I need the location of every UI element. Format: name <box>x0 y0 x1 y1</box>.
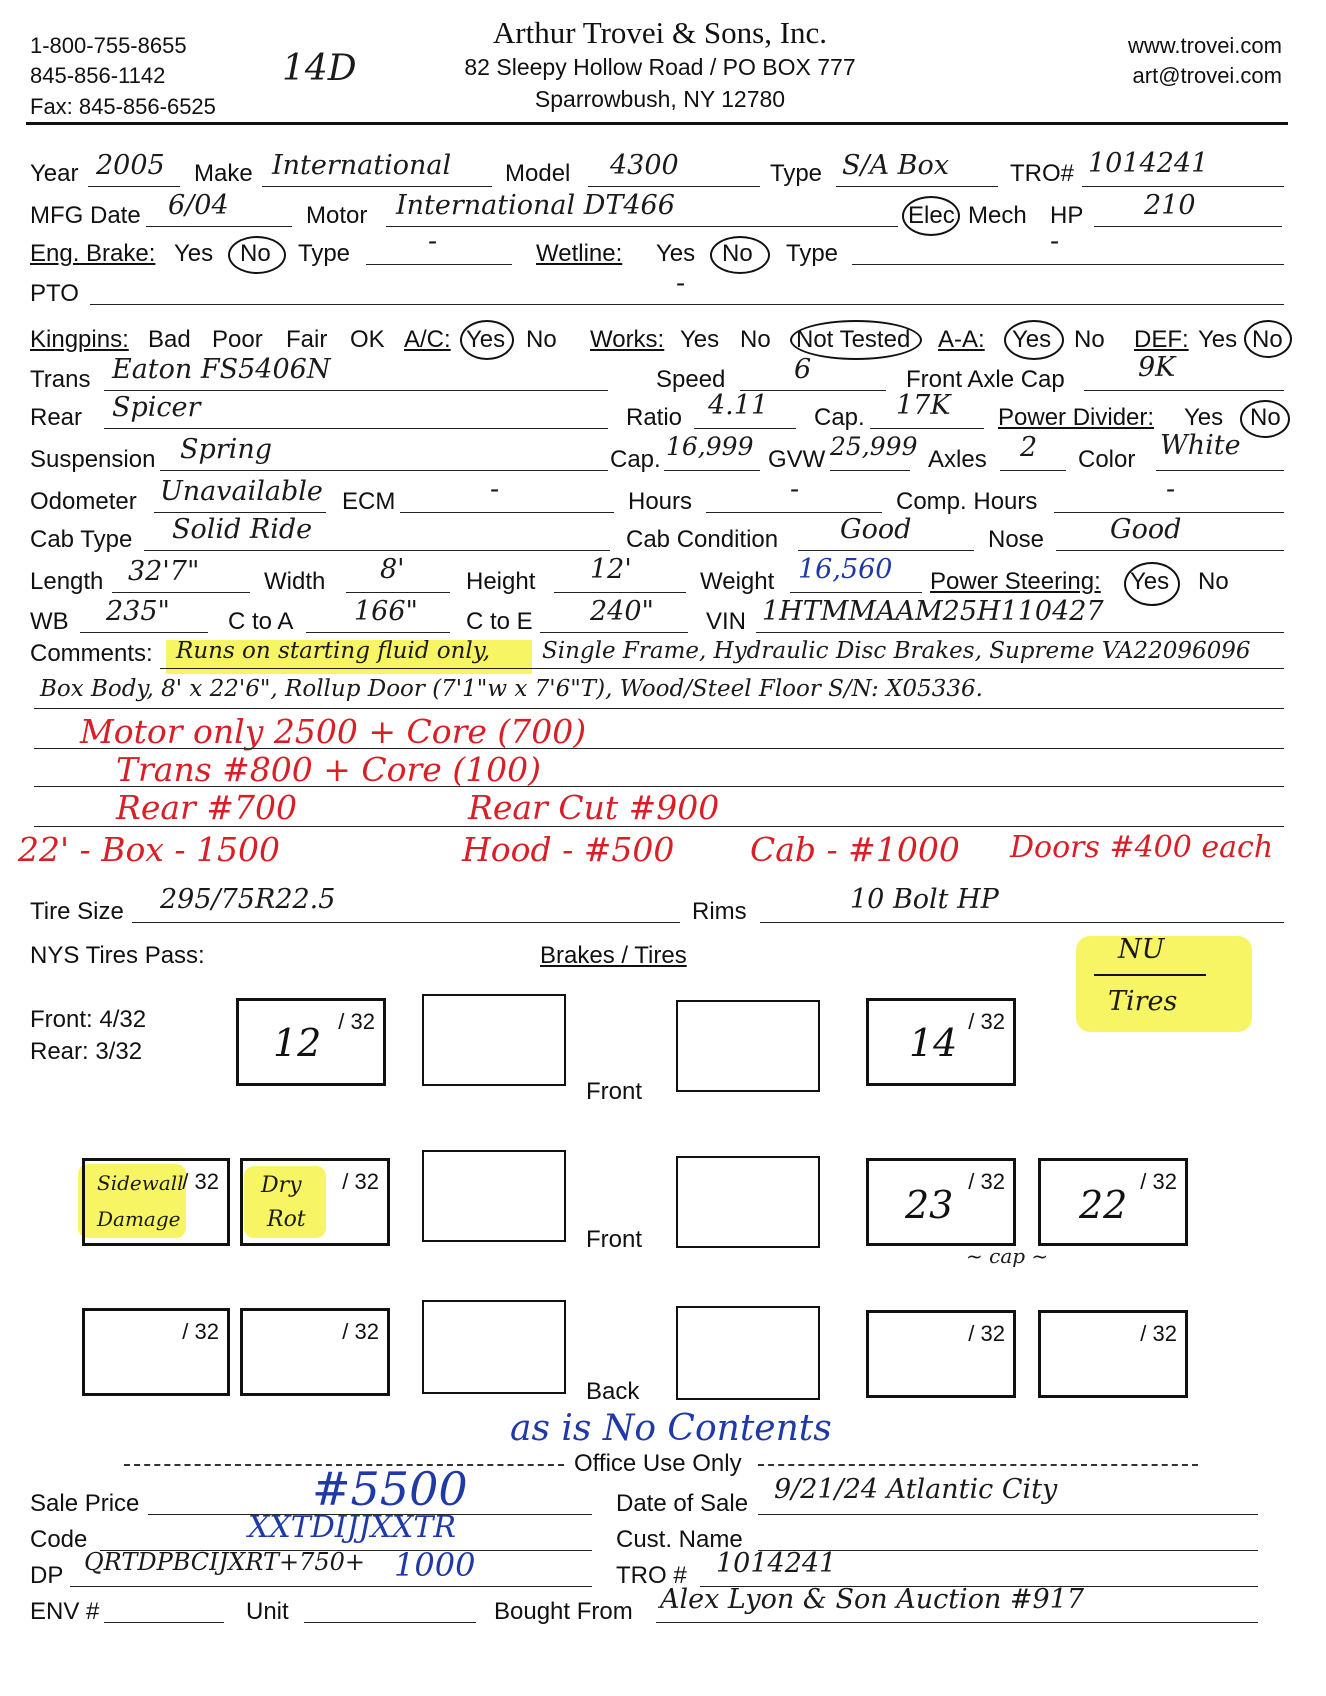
cab-type-label: Cab Type <box>30 526 133 553</box>
ratio-value: 4.11 <box>708 390 769 421</box>
speed-value: 6 <box>794 354 812 385</box>
tire-note: Rot <box>267 1207 306 1232</box>
front-axle-cap-label: Front Axle Cap <box>906 366 1065 393</box>
red-note-trans: Trans #800 + Core (100) <box>116 750 542 789</box>
susp-cap-label: Cap. <box>610 446 661 473</box>
comment-rule-5 <box>34 826 1284 827</box>
works-label: Works: <box>590 326 665 353</box>
comment-line-2: Box Body, 8' x 22'6", Rollup Door (7'1"w x 7'6"T), Wood/Steel Floor S/N: X05336. <box>40 676 983 702</box>
comments-label: Comments: <box>30 640 153 667</box>
cab-condition-label: Cab Condition <box>626 526 779 553</box>
env-label: ENV # <box>30 1598 100 1625</box>
ratio-label: Ratio <box>626 404 683 431</box>
ecm-value: - <box>490 474 500 505</box>
works-yes: Yes <box>680 326 720 353</box>
nys-tires-label: NYS Tires Pass: <box>30 942 205 969</box>
tire-box-mid-1[interactable] <box>82 1158 230 1246</box>
motor-value: International DT466 <box>396 190 675 221</box>
comment-rule-3 <box>34 748 1284 749</box>
kingpins-fair: Fair <box>286 326 328 353</box>
pto-value: - <box>676 268 686 299</box>
kingpins-bad: Bad <box>148 326 191 353</box>
tire-box-front-right[interactable] <box>866 998 1016 1086</box>
length-label: Length <box>30 568 104 595</box>
cab-condition-value: Good <box>840 514 912 545</box>
wetline-type-line <box>852 264 1284 265</box>
odometer-line <box>154 512 326 513</box>
fax: Fax: 845-856-6525 <box>30 94 216 119</box>
nose-label: Nose <box>988 526 1045 553</box>
suspension-line <box>160 470 608 471</box>
code-label: Code <box>30 1526 88 1553</box>
c-to-a-line <box>306 632 450 633</box>
c-to-e-line <box>540 632 688 633</box>
odometer-label: Odometer <box>30 488 137 515</box>
per-32: / 32 <box>968 1009 1005 1034</box>
ac-label: A/C: <box>404 326 451 353</box>
make-label: Make <box>194 160 253 187</box>
odometer-value: Unavailable <box>160 476 323 507</box>
address-line-1: 82 Sleepy Hollow Road / PO BOX 777 <box>464 54 856 80</box>
eng-brake-no: No <box>240 240 271 267</box>
office-use-label: Office Use Only <box>574 1450 742 1477</box>
tire-box-back-2[interactable] <box>240 1308 390 1396</box>
front-axle-label-2: Front <box>586 1226 643 1253</box>
front-axle-cap-value: 9K <box>1138 352 1176 383</box>
vin-value: 1HTMMAAM25H110427 <box>762 596 1104 627</box>
tire-size-value: 295/75R22.5 <box>160 884 336 915</box>
type-value: S/A Box <box>842 150 949 181</box>
env-line <box>104 1622 224 1623</box>
vin-label: VIN <box>706 608 747 635</box>
motor-label: Motor <box>306 202 368 229</box>
aa-no: No <box>1074 326 1105 353</box>
tro-hash-label: TRO # <box>616 1562 687 1589</box>
red-note-motor: Motor only 2500 + Core (700) <box>80 712 587 751</box>
hours-line <box>706 512 882 513</box>
rear-value: Spicer <box>112 392 201 423</box>
weight-line <box>790 592 922 593</box>
eng-brake-type-value: - <box>428 226 438 257</box>
axles-value: 2 <box>1020 432 1038 463</box>
front-spec: Front: 4/32 <box>30 1006 147 1033</box>
per-32: / 32 <box>968 1169 1005 1194</box>
address-line-2: Sparrowbush, NY 12780 <box>534 86 786 112</box>
tire-box-back-1[interactable] <box>82 1308 230 1396</box>
brake-box-front-left[interactable] <box>422 994 566 1086</box>
mfg-date-label: MFG Date <box>30 202 141 229</box>
type-label: Type <box>770 160 823 187</box>
phone-2: 845-856-1142 <box>30 63 166 88</box>
dp-line <box>70 1586 592 1587</box>
front-axle-label-1: Front <box>586 1078 643 1105</box>
width-line <box>346 592 450 593</box>
cab-type-value: Solid Ride <box>172 514 313 545</box>
bought-from-label: Bought From <box>494 1598 633 1625</box>
cab-type-line <box>144 550 610 551</box>
unit-line <box>304 1622 476 1623</box>
aa-yes: Yes <box>1012 326 1052 353</box>
hours-value: - <box>790 474 800 505</box>
cust-name-label: Cust. Name <box>616 1526 743 1553</box>
per-32: / 32 <box>182 1319 219 1344</box>
eng-brake-yes: Yes <box>174 240 214 267</box>
brake-box-back-right[interactable] <box>676 1306 820 1400</box>
hp-label: HP <box>1050 202 1084 229</box>
eng-brake-type-label: Type <box>298 240 351 267</box>
susp-cap-value: 16,999 <box>666 432 754 461</box>
nose-line <box>1056 550 1284 551</box>
rear-line <box>104 428 608 429</box>
year-label: Year <box>30 160 79 187</box>
ratio-line <box>694 428 796 429</box>
red-note-rear: Rear #700 <box>116 788 297 827</box>
color-value: White <box>1160 430 1241 461</box>
rims-line <box>760 922 1284 923</box>
sale-price-value: #5500 <box>312 1462 468 1516</box>
comment-rule-4 <box>34 786 1284 787</box>
per-32: / 32 <box>968 1321 1005 1346</box>
hours-label: Hours <box>628 488 693 515</box>
comment-rule-2 <box>34 708 1284 709</box>
length-line <box>112 592 250 593</box>
wetline-type-label: Type <box>786 240 839 267</box>
length-value: 32'7" <box>128 556 200 587</box>
model-line <box>588 186 760 187</box>
kingpins-ok: OK <box>350 326 385 353</box>
hp-line <box>1094 226 1282 227</box>
tire-depth: 23 <box>905 1183 954 1227</box>
model-label: Model <box>505 160 571 187</box>
tire-box-back-6[interactable] <box>1038 1310 1188 1398</box>
nu-tires-underline <box>1094 974 1206 976</box>
sale-price-label: Sale Price <box>30 1490 140 1517</box>
nu-tires-line-2: Tires <box>1108 986 1178 1017</box>
tire-box-back-5[interactable] <box>866 1310 1016 1398</box>
rear-cap-label: Cap. <box>814 404 865 431</box>
rims-value: 10 Bolt HP <box>850 884 999 915</box>
c-to-a-label: C to A <box>228 608 294 635</box>
date-of-sale-label: Date of Sale <box>616 1490 749 1517</box>
ac-no: No <box>526 326 557 353</box>
ecm-line <box>400 512 614 513</box>
c-to-a-value: 166" <box>354 596 418 627</box>
def-yes: Yes <box>1198 326 1238 353</box>
make-line <box>262 186 492 187</box>
height-label: Height <box>466 568 536 595</box>
color-label: Color <box>1078 446 1136 473</box>
motor-line <box>386 226 898 227</box>
wetline-no: No <box>722 240 753 267</box>
year-value: 2005 <box>96 150 165 181</box>
weight-label: Weight <box>700 568 775 595</box>
tire-box-mid-6[interactable] <box>1038 1158 1188 1246</box>
cap-note: ~ cap ~ <box>966 1244 1049 1268</box>
email: art@trovei.com <box>1132 63 1282 88</box>
per-32: / 32 <box>182 1169 219 1194</box>
height-line <box>554 592 686 593</box>
comp-hours-label: Comp. Hours <box>896 488 1038 515</box>
works-no: No <box>740 326 771 353</box>
tro-line <box>1082 186 1284 187</box>
wb-label: WB <box>30 608 69 635</box>
tire-size-line <box>132 922 680 923</box>
date-of-sale-value: 9/21/24 Atlantic City <box>774 1474 1058 1505</box>
elec-label: Elec <box>908 202 955 229</box>
make-value: International <box>272 150 452 181</box>
red-note-box: 22' - Box - 1500 <box>18 830 281 869</box>
pto-label: PTO <box>30 280 79 307</box>
wetline-label: Wetline: <box>536 240 623 267</box>
brakes-tires-label: Brakes / Tires <box>540 942 687 969</box>
type-line <box>836 186 998 187</box>
gvw-line <box>830 470 910 471</box>
ac-yes: Yes <box>466 326 506 353</box>
power-divider-yes: Yes <box>1184 404 1224 431</box>
axles-label: Axles <box>928 446 987 473</box>
aa-label: A-A: <box>938 326 985 353</box>
comment-line-1a: Runs on starting fluid only, <box>176 638 491 664</box>
def-label: DEF: <box>1134 326 1189 353</box>
axles-line <box>1000 470 1066 471</box>
tro-label: TRO# <box>1010 160 1075 187</box>
tire-depth: 14 <box>909 1021 958 1065</box>
ecm-label: ECM <box>342 488 396 515</box>
power-steering-label: Power Steering: <box>930 568 1101 595</box>
front-axle-cap-line <box>1084 390 1284 391</box>
tire-note: Dry <box>261 1173 302 1198</box>
c-to-e-value: 240" <box>590 596 654 627</box>
model-value: 4300 <box>610 150 679 181</box>
eng-brake-type-line <box>366 264 512 265</box>
width-label: Width <box>264 568 326 595</box>
bought-from-value: Alex Lyon & Son Auction #917 <box>660 1584 1085 1615</box>
weight-value: 16,560 <box>798 554 893 585</box>
tro-value: 1014241 <box>1088 148 1209 179</box>
wb-line <box>80 632 208 633</box>
tire-note: Sidewall <box>97 1171 184 1195</box>
unit-label: Unit <box>246 1598 289 1625</box>
wetline-yes: Yes <box>656 240 696 267</box>
gvw-label: GVW <box>768 446 826 473</box>
trans-line <box>104 390 608 391</box>
eng-brake-label: Eng. Brake: <box>30 240 156 267</box>
nu-tires-line-1: NU <box>1118 934 1165 965</box>
office-divider-right <box>758 1464 1198 1466</box>
suspension-label: Suspension <box>30 446 156 473</box>
susp-cap-line <box>664 470 760 471</box>
dp-value: QRTDPBCIJXRT+750+ <box>84 1548 366 1576</box>
year-line <box>88 186 180 187</box>
dp-label: DP <box>30 1562 64 1589</box>
brake-box-mid-left[interactable] <box>422 1150 566 1242</box>
cab-condition-line <box>798 550 974 551</box>
width-value: 8' <box>380 554 405 585</box>
brake-box-mid-right[interactable] <box>676 1156 820 1248</box>
power-steering-yes: Yes <box>1130 568 1170 595</box>
rear-label: Rear <box>30 404 83 431</box>
red-note-hood: Hood - #500 <box>462 830 675 869</box>
per-32: / 32 <box>342 1169 379 1194</box>
tire-depth: 22 <box>1079 1183 1128 1227</box>
company-name: Arthur Trovei & Sons, Inc. <box>492 15 828 50</box>
power-divider-no: No <box>1250 404 1281 431</box>
comment-rule-1 <box>160 668 1284 669</box>
dp-blue-value: 1000 <box>394 1546 476 1584</box>
wb-value: 235" <box>106 596 170 627</box>
red-note-rear-cut: Rear Cut #900 <box>468 788 720 827</box>
rear-spec: Rear: 3/32 <box>30 1038 143 1065</box>
wetline-type-value: - <box>1050 226 1060 257</box>
speed-label: Speed <box>656 366 726 393</box>
per-32: / 32 <box>1140 1321 1177 1346</box>
date-of-sale-line <box>758 1514 1258 1515</box>
rear-cap-line <box>870 428 984 429</box>
rims-label: Rims <box>692 898 747 925</box>
tire-note: Damage <box>97 1207 181 1231</box>
brake-box-front-right[interactable] <box>676 1000 820 1092</box>
vin-line <box>756 632 1284 633</box>
power-divider-label: Power Divider: <box>998 404 1155 431</box>
c-to-e-label: C to E <box>466 608 533 635</box>
per-32: / 32 <box>1140 1169 1177 1194</box>
handwritten-id: 14D <box>282 48 357 89</box>
tire-box-mid-2[interactable] <box>240 1158 390 1246</box>
trans-label: Trans <box>30 366 91 393</box>
website: www.trovei.com <box>1127 33 1282 58</box>
hp-value: 210 <box>1144 190 1196 221</box>
header-divider <box>26 122 1288 125</box>
gvw-value: 25,999 <box>830 432 918 461</box>
code-value: XXTDIJJXXTR <box>248 1510 456 1545</box>
per-32: / 32 <box>338 1009 375 1034</box>
red-note-doors: Doors #400 each <box>1010 830 1274 865</box>
bought-from-line <box>656 1622 1258 1623</box>
tire-size-label: Tire Size <box>30 898 124 925</box>
tro-hash-value: 1014241 <box>716 1548 837 1579</box>
back-axle-label: Back <box>586 1378 640 1405</box>
suspension-value: Spring <box>180 434 272 465</box>
tire-box-front-left[interactable] <box>236 998 386 1086</box>
def-no: No <box>1252 326 1283 353</box>
phone-1: 1-800-755-8655 <box>30 33 187 58</box>
brake-box-back-left[interactable] <box>422 1300 566 1394</box>
comp-hours-value: - <box>1166 474 1176 505</box>
height-value: 12' <box>590 554 632 585</box>
mfg-date-line <box>146 226 292 227</box>
red-note-cab: Cab - #1000 <box>750 830 960 869</box>
kingpins-label: Kingpins: <box>30 326 129 353</box>
kingpins-poor: Poor <box>212 326 263 353</box>
tire-box-mid-5[interactable] <box>866 1158 1016 1246</box>
works-not-tested: Not Tested <box>796 326 911 353</box>
mfg-date-value: 6/04 <box>168 190 229 221</box>
pto-line <box>90 304 1284 305</box>
as-is-note: as is No Contents <box>510 1408 832 1449</box>
rear-cap-value: 17K <box>896 390 951 421</box>
tire-depth: 12 <box>273 1021 322 1065</box>
power-steering-no: No <box>1198 568 1229 595</box>
per-32: / 32 <box>342 1319 379 1344</box>
comp-hours-line <box>1054 512 1284 513</box>
trans-value: Eaton FS5406N <box>112 354 331 385</box>
nose-value: Good <box>1110 514 1182 545</box>
mech-label: Mech <box>968 202 1027 229</box>
comment-line-1b: Single Frame, Hydraulic Disc Brakes, Supreme VA22096096 <box>542 638 1251 664</box>
color-line <box>1156 470 1284 471</box>
